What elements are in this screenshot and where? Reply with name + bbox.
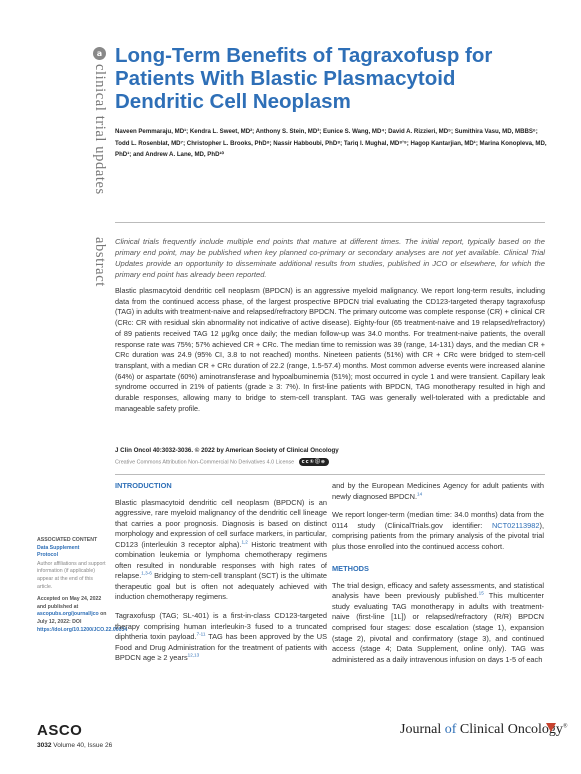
intro-paragraph-2: Tagraxofusp (TAG; SL-401) is a first-in-class CD123-targeted therapy comprising human interleukin-3 fused to a truncated diphtheria toxin payload.$^{7-11}$ TAG has been approved by the US Food and Drug Administration for the treatment of patients with BPDCN age ≥ 2 years$^{12,13}$ (115, 611, 327, 663)
paragraph: We report longer-term (median time: 34.0 months) data from the 0114 study (ClinicalTrials.gov identifier: NCT02113982), comprising patients from the primary analysis of the pivotal trial plus those enrolled into the continued access cohort. (332, 510, 544, 551)
divider (115, 474, 545, 475)
doi-link[interactable]: https://doi.org/10.1200/JCO.22.00034 (37, 626, 128, 633)
publication-info (37, 596, 128, 634)
body-column-right (332, 481, 544, 673)
introduction-heading: INTRODUCTION (115, 481, 172, 490)
citation: J Clin Oncol 40:3032-3036. © 2022 by American Society of Clinical Oncology (115, 447, 339, 454)
license-text[interactable]: Creative Commons Attribution Non-Commercial No Derivatives 4.0 License (115, 459, 295, 466)
divider (115, 222, 545, 223)
license-line (115, 458, 329, 466)
reference[interactable]: 15 (478, 590, 484, 596)
journal-mark-icon (546, 723, 556, 732)
publisher-logo: ASCO (37, 722, 83, 739)
article-title: Long-Term Benefits of Tagraxofusp for Patients With Blastic Plasmacytoid Dendritic Cell Neoplasm (115, 44, 493, 113)
sidebar-associated-content (37, 537, 128, 634)
methods-heading: METHODS (332, 564, 369, 574)
volume-issue: Volume 40, Issue 26 (53, 742, 113, 749)
paragraph: and by the European Medicines Agency for adult patients with newly diagnosed BPDCN.$^{14}$ (332, 481, 544, 501)
body-column-left (115, 481, 327, 672)
page-number: 3032 (37, 742, 52, 749)
published-text: on July 12, 2022: DOI (37, 611, 107, 625)
sidebar-heading: ASSOCIATED CONTENT (37, 537, 98, 543)
data-supplement-link[interactable]: Data Supplement (37, 544, 80, 551)
reference[interactable]: 7-11 (196, 631, 206, 637)
journal-logo: Journal of Clinical Oncology® (400, 722, 568, 737)
open-access-icon: a (93, 47, 106, 60)
reference[interactable]: 1,3-6 (141, 570, 152, 576)
journal-url-link[interactable]: ascopubs.org/journal/jco (37, 611, 99, 618)
reference[interactable]: 12,13 (187, 652, 200, 658)
clinicaltrials-link[interactable]: NCT02113982 (491, 520, 540, 530)
protocol-link[interactable]: Protocol (37, 552, 59, 559)
intro-paragraph-1: Blastic plasmacytoid dendritic cell neoplasm (BPDCN) is an aggressive, rare myeloid malignancy of the dendritic cell lineage that carries a poor prognosis. Diagnosis is based on distinct morphology and expression of cell surface markers, in particular, CD123 (interleukin 3 receptor alpha).$^{1,2}$ Historic treatment with combination leukemia or lymphoma chemotherapy regimens often resulted in nondurable responses with high rates of relapse.$^{1,3-6}$ Bridging to stem-cell transplant (SCT) is the ultimate therapeutic goal but is often not adequately achieved with induction chemotherapy regimens. (115, 497, 327, 602)
affiliation-note: Author affiliations and support information (if applicable) appear at the end of this article. (37, 560, 106, 590)
section-label: clinical trial updates (92, 64, 108, 195)
author-list: Naveen Pemmaraju, MD¹; Kendra L. Sweet, MD²; Anthony S. Stein, MD³; Eunice S. Wang, MD⁴; David A. Rizzieri, MD⁵; Sumithira Vasu, MD, MBBS⁶; Todd L. Rosenblat, MD⁷; Christopher L. Brooks, PhD⁸; Nassir Habboubi, PhD⁸; Tariq I. Mughal, MD⁸ʼ⁹; Hagop Kantarjian, MD¹; Marina Konopleva, MD, PhD¹; and Andrew A. Lane, MD, PhD¹⁰ (115, 128, 547, 159)
abstract-label: abstract (92, 237, 108, 287)
accepted-text: Accepted on May 24, 2022 and published at (37, 596, 102, 610)
abstract-body: Blastic plasmacytoid dendritic cell neoplasm (BPDCN) is an aggressive myeloid malignancy. We report long-term results, including data from the continued access phase, of the largest prospective BPDCN trial evaluating the CD123-targeted therapy tagraxofusp (TAG) in adults with treatment-naive and relapsed/refractory BPDCN. The primary outcome was complete response (CR) + clinical CR (CRc: CR with residual skin abnormality not indicative of active disease). Eighty-four (65 treatment-naive and 19 relapsed/refractory) of 89 patients received TAG 12 μg/kg once daily; the median follow-up was 34.0 months. For treatment-naive patients, the overall response rate was 75%; 57% achieved CR + CRc. The median time to remission was 39 (range, 14-131) days, and the median CR + CRc duration was 24.9 (95% CI, 3.8 to not reached) months. Nineteen patients (51%) with CR + CRc were bridged to stem-cell transplant, with a median CR + CRc duration of 22.2 (range, 1.5-57.4) months. Most common adverse events were increased alanine (64%) or aspartate (60%) aminotransferase and hypoalbuminemia (51%); most occurred in cycle 1 and were transient. Capillary leak syndrome occurred in 21% of patients (grade ≥ 3: 7%). In first-line patients with BPDCN, TAG monotherapy resulted in high and durable responses, allowing many to bridge to stem-cell transplant. TAG was generally well-tolerated with a predictable and manageable safety profile. (115, 286, 545, 413)
abstract-lead: Clinical trials frequently include multiple end points that mature at different times. The initial report, typically based on the primary end point, may be published when key planned co-primary or secondary analyses are not yet available. Clinical Trial Updates provide an opportunity to disseminate additional results from studies, published in JCO or elsewhere, for which the primary end point has already been reported. (115, 237, 545, 279)
methods-paragraph: The trial design, efficacy and safety assessments, and statistical analysis have been previously published.$^{15}$ This multicenter study evaluating TAG monotherapy in adults with treatment-naive (first-line [1L]) or relapsed/refractory (R/R) BPDCN comprised four stages: dose escalation (stage 1), expansion (stage 2), pivotal and confirmatory (stage 3), and continued access (stage 4; Data Supplement, online only). TAG was administered as a daily intravenous infusion on days 1-5 of each (332, 580, 544, 664)
reference[interactable]: 1,2 (241, 539, 248, 545)
license-badge-icon: cc①Ⓢ⊜ (299, 458, 329, 466)
page-info (37, 742, 112, 749)
reference[interactable]: 14 (417, 491, 423, 497)
